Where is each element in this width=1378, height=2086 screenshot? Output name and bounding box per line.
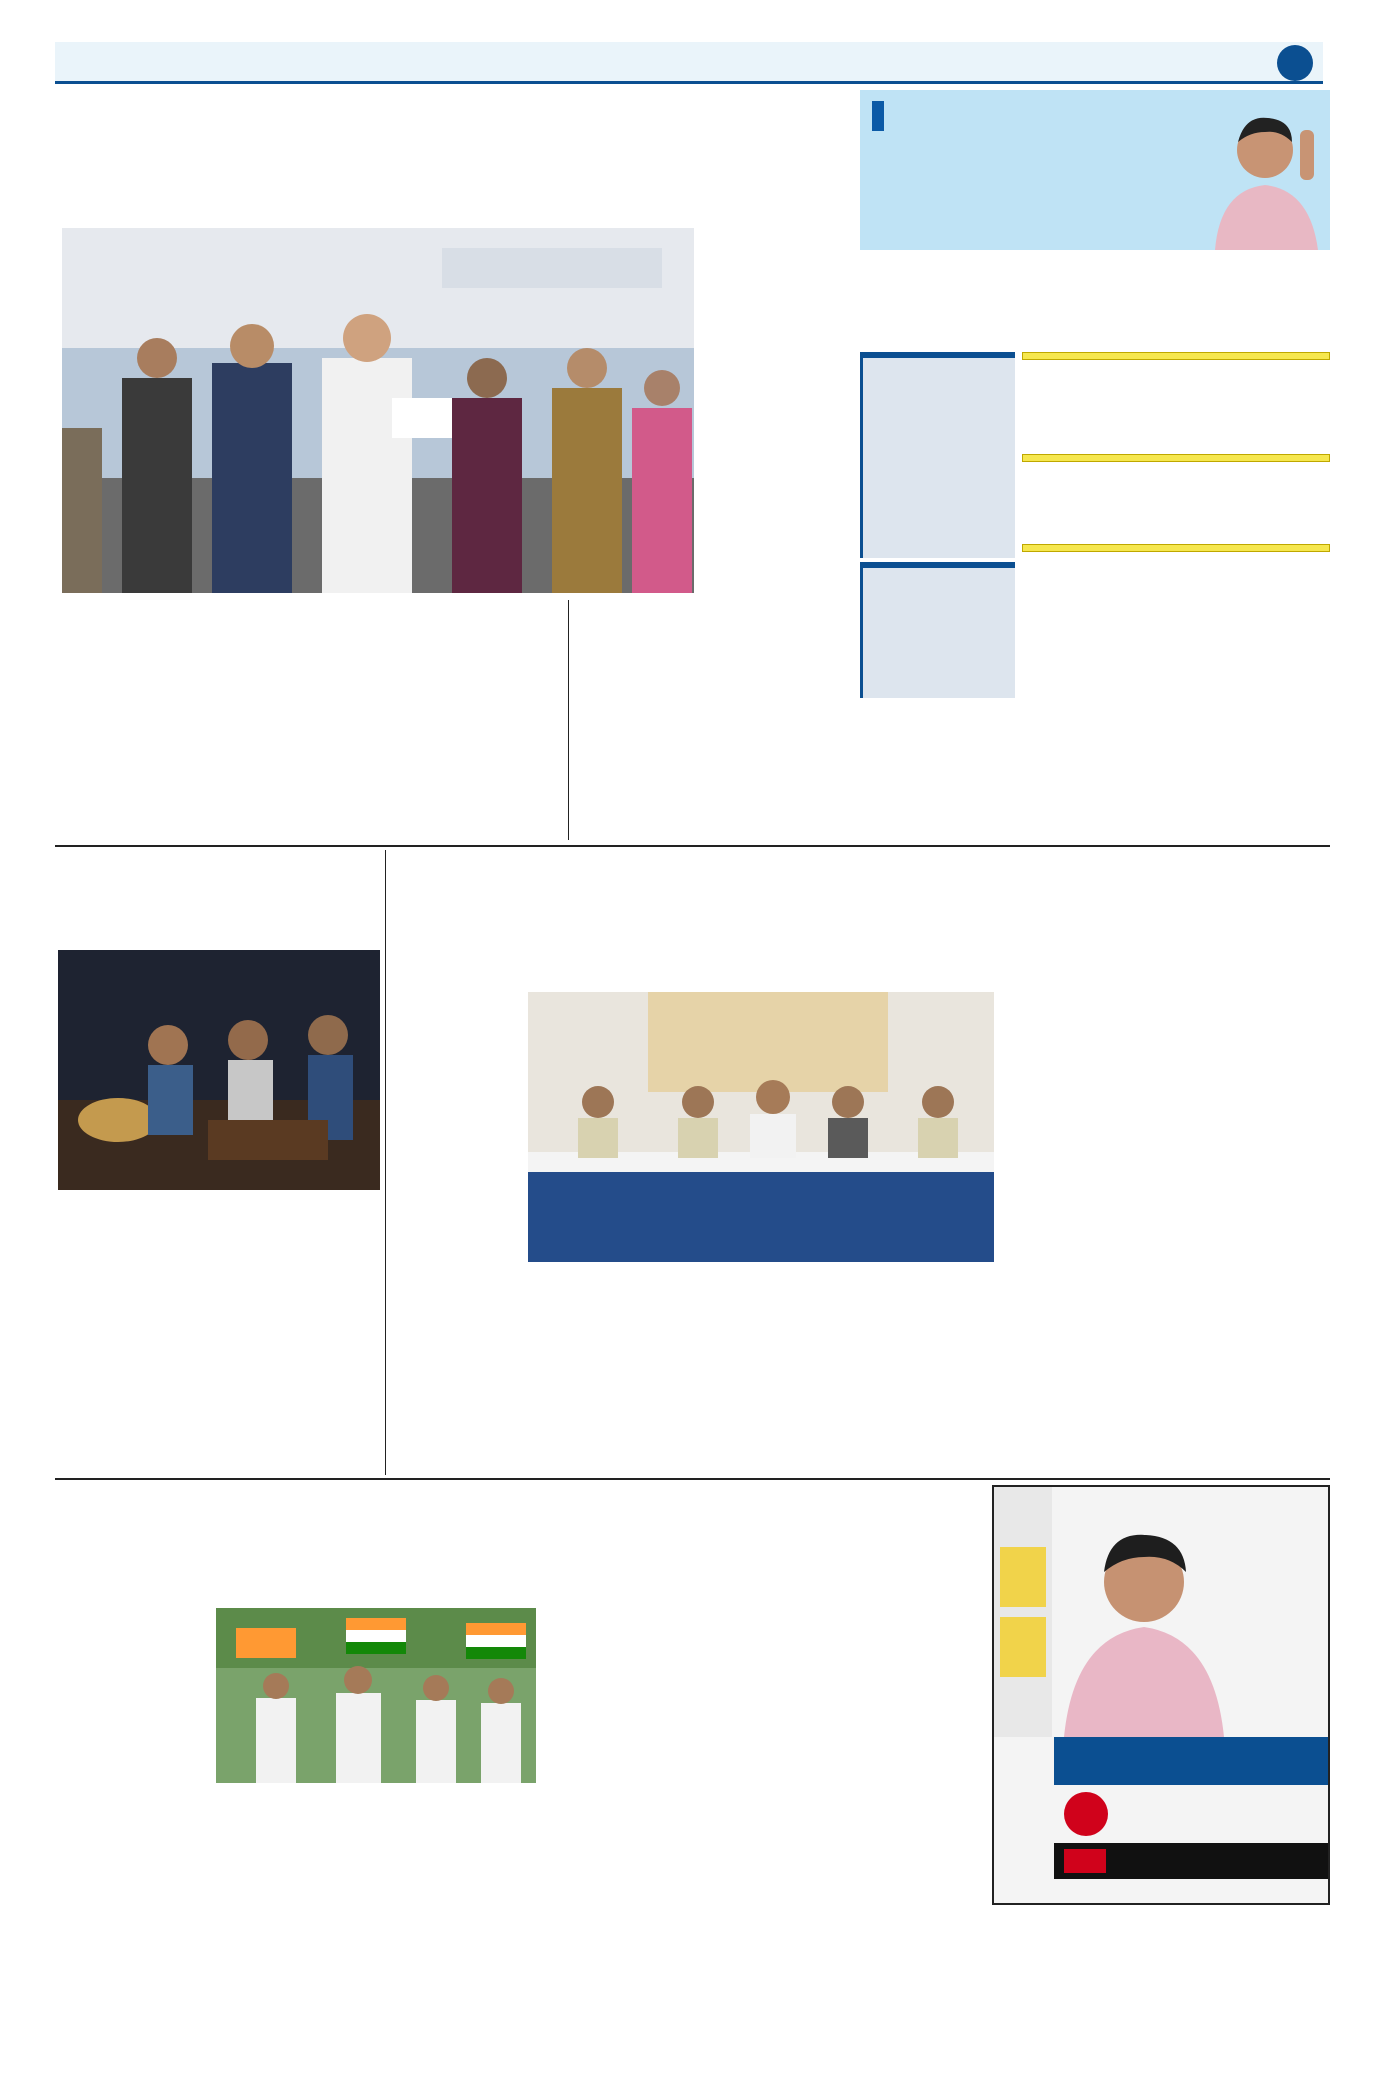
vastu-left-column bbox=[860, 352, 1015, 837]
section-divider bbox=[55, 845, 1330, 847]
ad-tagline bbox=[1285, 1497, 1305, 1727]
story4-col-a bbox=[58, 1608, 208, 1908]
ad-brand-block bbox=[1239, 1497, 1319, 1727]
story3-col-c bbox=[685, 1270, 833, 1470]
tip-1-text bbox=[860, 358, 1015, 558]
vastu-guru-portrait bbox=[1200, 90, 1330, 250]
tip-2-text bbox=[860, 568, 1015, 698]
story4-col-c bbox=[376, 1790, 536, 1908]
story4-photo bbox=[216, 1608, 536, 1783]
story3-photo bbox=[528, 992, 994, 1262]
vastu-tips-banner bbox=[860, 90, 1330, 250]
story4-col-d bbox=[544, 1608, 694, 1908]
section-divider bbox=[55, 1478, 1330, 1480]
vastu-right-column bbox=[1022, 352, 1330, 837]
tip-5-text bbox=[1022, 552, 1330, 662]
ad-result bbox=[1054, 1737, 1328, 1785]
story4-col-f bbox=[860, 1608, 985, 1908]
call-label bbox=[1064, 1849, 1106, 1873]
story3-col-e bbox=[1002, 992, 1160, 1472]
story3-col-a bbox=[392, 992, 520, 1472]
masthead bbox=[55, 42, 1323, 84]
ad-brand bbox=[1239, 1497, 1279, 1727]
tip-3-text bbox=[1022, 360, 1330, 454]
tip-5-title bbox=[1022, 544, 1330, 552]
vastu-tips-headline bbox=[872, 100, 1182, 133]
vastu-guruji-ad bbox=[992, 1485, 1330, 1905]
story2-col-a bbox=[58, 1198, 213, 1473]
column-rule bbox=[385, 850, 386, 1475]
tip-3-title bbox=[1022, 352, 1330, 360]
money-back-seal bbox=[1064, 1792, 1108, 1836]
story1-photo bbox=[62, 228, 694, 593]
column-rule bbox=[568, 600, 569, 840]
vastu-tips-label bbox=[872, 101, 884, 131]
story2-photo bbox=[58, 950, 380, 1190]
story3-col-f bbox=[1168, 992, 1328, 1472]
story1-col-d bbox=[442, 600, 560, 840]
story2-col-b bbox=[222, 1198, 380, 1473]
tip-4-text bbox=[1022, 462, 1330, 544]
vastu-intro bbox=[860, 256, 1330, 346]
call-bar bbox=[1054, 1843, 1328, 1879]
story1-col-e bbox=[702, 228, 852, 840]
story1-col-a bbox=[62, 600, 182, 840]
story1-col-b bbox=[190, 600, 308, 840]
story1-col-c bbox=[316, 600, 434, 840]
story3-col-d bbox=[842, 1270, 994, 1470]
tip-4-title bbox=[1022, 454, 1330, 462]
story4-col-e bbox=[702, 1608, 852, 1908]
page-number bbox=[1277, 45, 1313, 81]
story3-col-b bbox=[528, 1270, 676, 1470]
story4-col-b bbox=[216, 1790, 368, 1908]
